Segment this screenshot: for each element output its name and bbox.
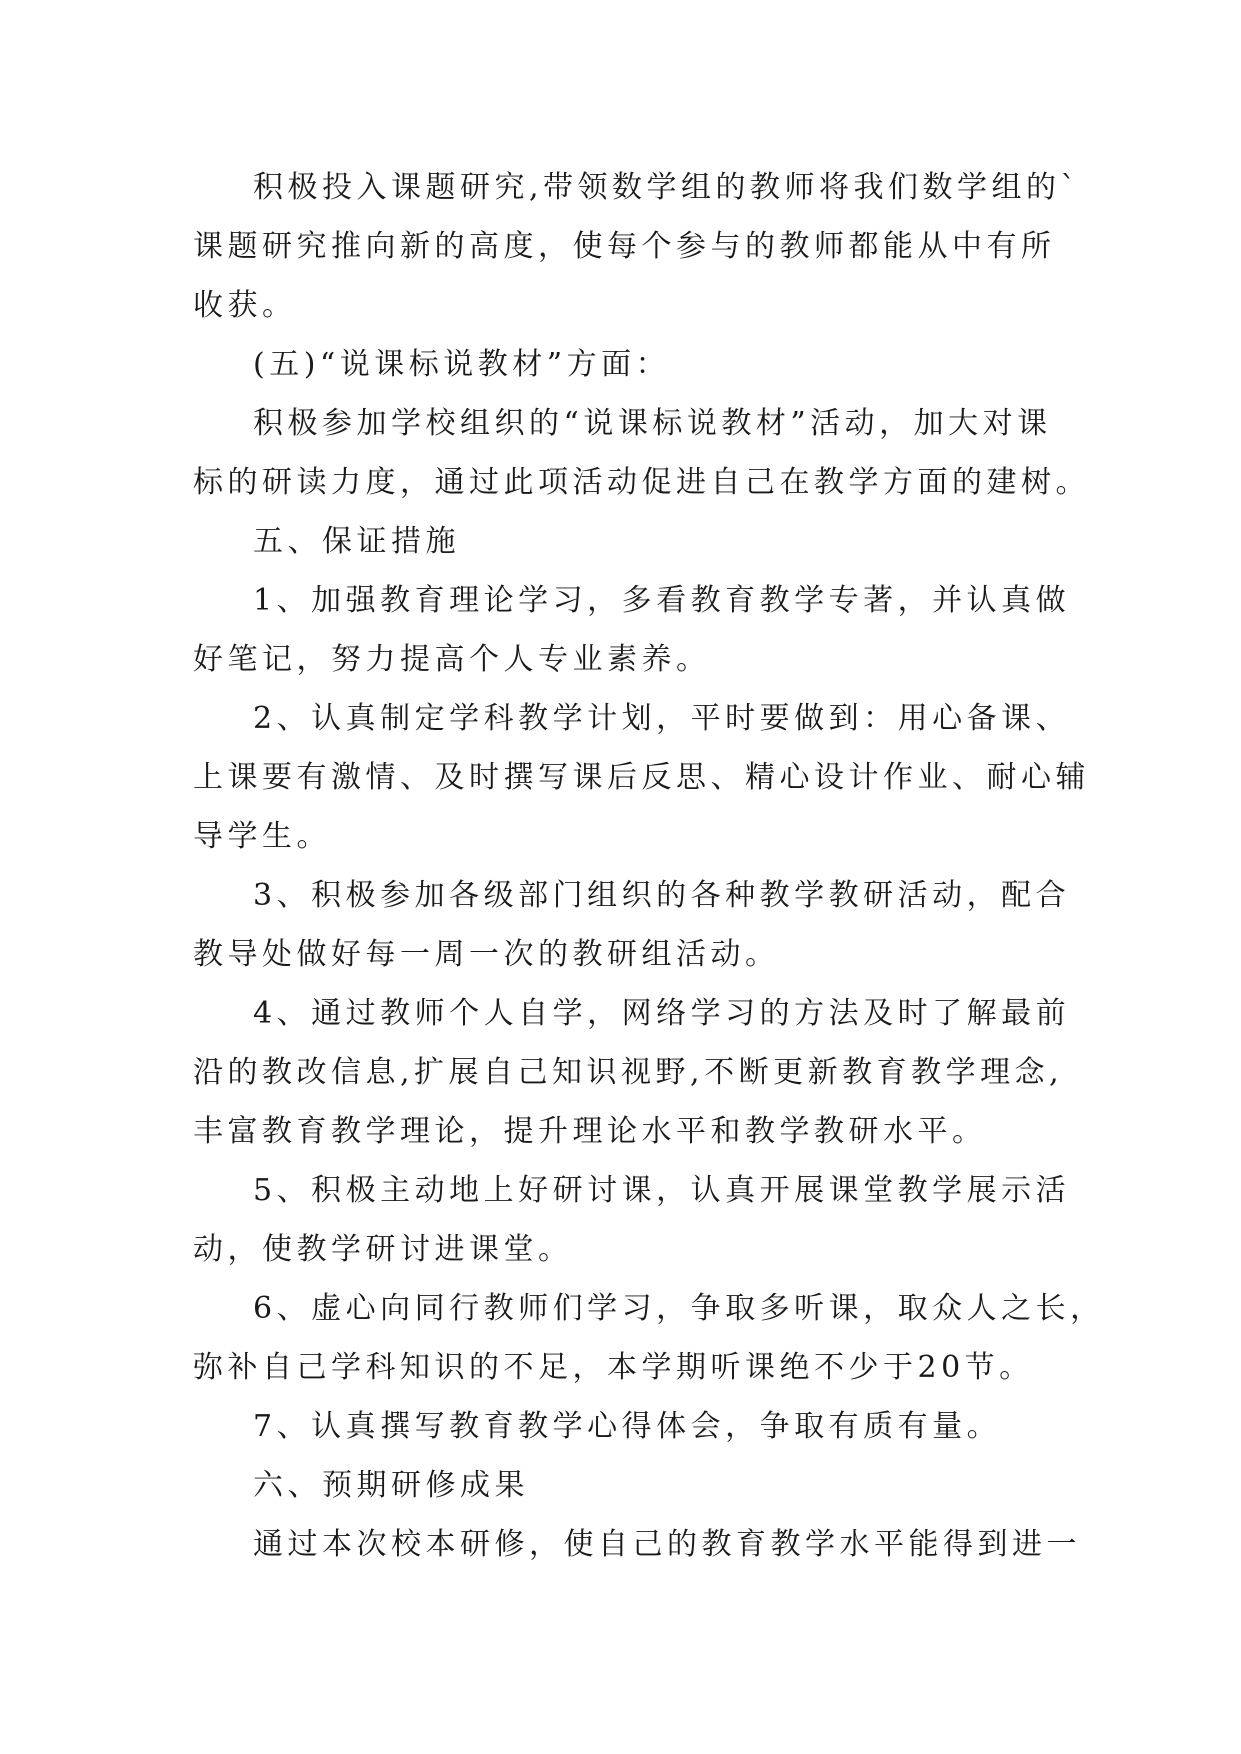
- document-body: [193, 158, 1105, 1574]
- text-line: 积极参加学校组织的“说课标说教材”活动，加大对课: [253, 406, 1052, 441]
- text-line: 动，使教学研讨进课堂。: [193, 1232, 573, 1267]
- list-item: 2、认真制定学科教学计划，平时要做到：用心备课、: [253, 701, 1071, 736]
- list-item: 7、认真撰写教育教学心得体会，争取有质有量。: [253, 1409, 1002, 1444]
- section-heading: (五)“说课标说教材”方面：: [253, 347, 671, 382]
- list-item: 5、积极主动地上好研讨课，认真开展课堂教学展示活: [253, 1173, 1071, 1208]
- list-item: 4、通过教师个人自学，网络学习的方法及时了解最前: [253, 996, 1071, 1031]
- text-line: 标的研读力度，通过此项活动促进自己在教学方面的建树。: [193, 465, 1090, 500]
- text-line: 导学生。: [193, 819, 331, 854]
- text-line: 好笔记，努力提高个人专业素养。: [193, 642, 711, 677]
- section-heading: 五、保证措施: [253, 524, 460, 559]
- text-line: 丰富教育教学理论，提升理论水平和教学教研水平。: [193, 1114, 987, 1149]
- list-item: 6、虚心向同行教师们学习，争取多听课，取众人之长，: [253, 1291, 1105, 1326]
- text-line: 沿的教改信息,扩展自己知识视野,不断更新教育教学理念,: [193, 1055, 1064, 1090]
- text-line: 上课要有激情、及时撰写课后反思、精心设计作业、耐心辅: [193, 760, 1090, 795]
- text-line: 通过本次校本研修，使自己的教育教学水平能得到进一: [253, 1527, 1081, 1562]
- text-line: 教导处做好每一周一次的教研组活动。: [193, 937, 780, 972]
- list-item: 1、加强教育理论学习，多看教育教学专著，并认真做: [253, 583, 1071, 618]
- text-line: 收获。: [193, 288, 297, 323]
- text-line: 积极投入课题研究,带领数学组的教师将我们数学组的`: [253, 170, 1081, 205]
- text-line: 课题研究推向新的高度，使每个参与的教师都能从中有所: [193, 229, 1056, 264]
- list-item: 3、积极参加各级部门组织的各种教学教研活动，配合: [253, 878, 1071, 913]
- text-line: 弥补自己学科知识的不足，本学期听课绝不少于20节。: [193, 1350, 1034, 1385]
- section-heading: 六、预期研修成果: [253, 1468, 529, 1503]
